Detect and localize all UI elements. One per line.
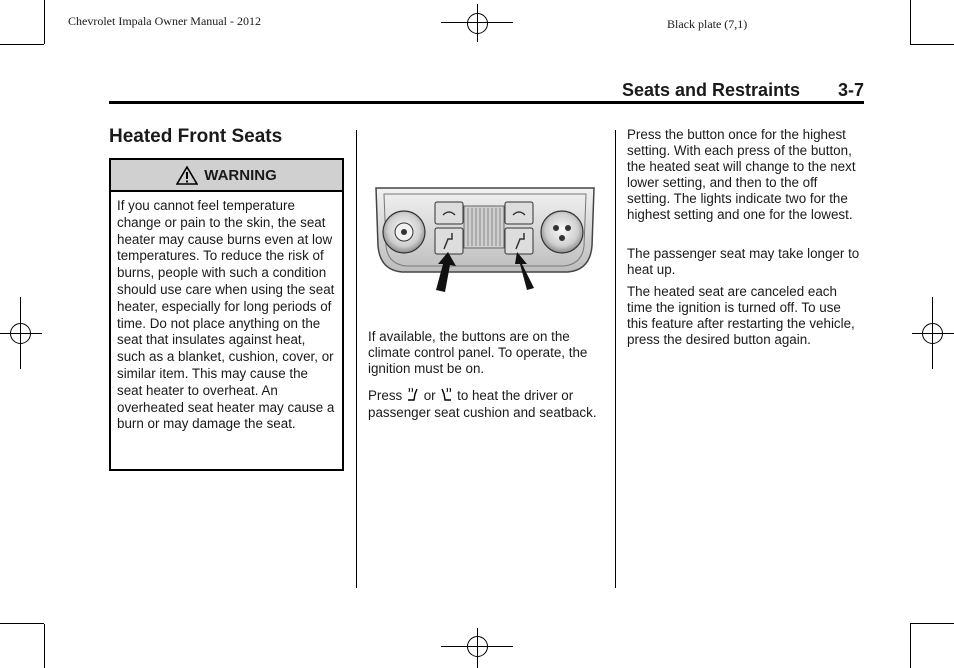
warning-text: If you cannot feel temperature change or pain to the skin, the seat heater may cause burns even at low temperatures. To reduce the risk of burns, people with such a condition should use care when using the seat heater, especially for long periods of time. Do not place anything on the seat that insulates against heat, such as a blanket, cushion, cover, or similar item. This may cause the seat heater to overheat. An overheated seat heater may cause a burn or may damage the seat.: [117, 198, 335, 432]
crop-mark: [44, 624, 45, 668]
or-text: or: [423, 388, 436, 403]
press-continuation: passenger seat cushion and seatback.: [368, 405, 597, 420]
climate-control-panel-illustration: [372, 186, 598, 296]
crop-mark: [910, 624, 911, 668]
page-number: 3-7: [838, 80, 865, 100]
manual-title: Chevrolet Impala Owner Manual - 2012: [68, 14, 261, 28]
registration-mark-left: [0, 297, 42, 369]
passenger-note: The passenger seat may take longer to heat up.: [627, 246, 860, 277]
warning-header: [111, 160, 342, 192]
crop-mark: [910, 623, 954, 624]
registration-mark-bottom: [441, 628, 513, 668]
instruction-paragraph: If available, the buttons are on the climate control panel. To operate, the ignition must be on.: [368, 329, 588, 376]
heated-seat-passenger-icon: [439, 387, 453, 402]
press-instruction: [368, 387, 603, 404]
crop-mark: [0, 44, 44, 45]
registration-mark-right: [912, 297, 954, 369]
crop-mark: [44, 0, 45, 44]
press-rest-text: to heat the driver or: [457, 388, 574, 403]
warning-box: [109, 158, 344, 471]
crop-mark: [0, 623, 44, 624]
header-rule: [109, 101, 864, 104]
registration-mark-top: [441, 4, 513, 42]
setting-paragraph: Press the button once for the highest setting. With each press of the button, the heated seat will change to the next lower setting, and then to the off setting. The lights indicate two for the highest setting and one for the lowest.: [627, 127, 856, 222]
section-title: Seats and Restraints: [622, 80, 801, 100]
column-divider: [615, 130, 616, 588]
warning-triangle-icon: [176, 166, 198, 185]
press-text: Press: [368, 388, 403, 403]
page-heading: Heated Front Seats: [109, 126, 283, 147]
cancel-paragraph: The heated seat are canceled each time the ignition is turned off. To use this feature after restarting the vehicle, press the desired button again.: [627, 284, 855, 347]
column-divider: [356, 130, 357, 588]
plate-label: Black plate (7,1): [667, 17, 748, 31]
crop-mark: [910, 44, 954, 45]
heated-seat-driver-icon: [406, 387, 420, 402]
crop-mark: [910, 0, 911, 44]
warning-label: WARNING: [204, 166, 277, 184]
